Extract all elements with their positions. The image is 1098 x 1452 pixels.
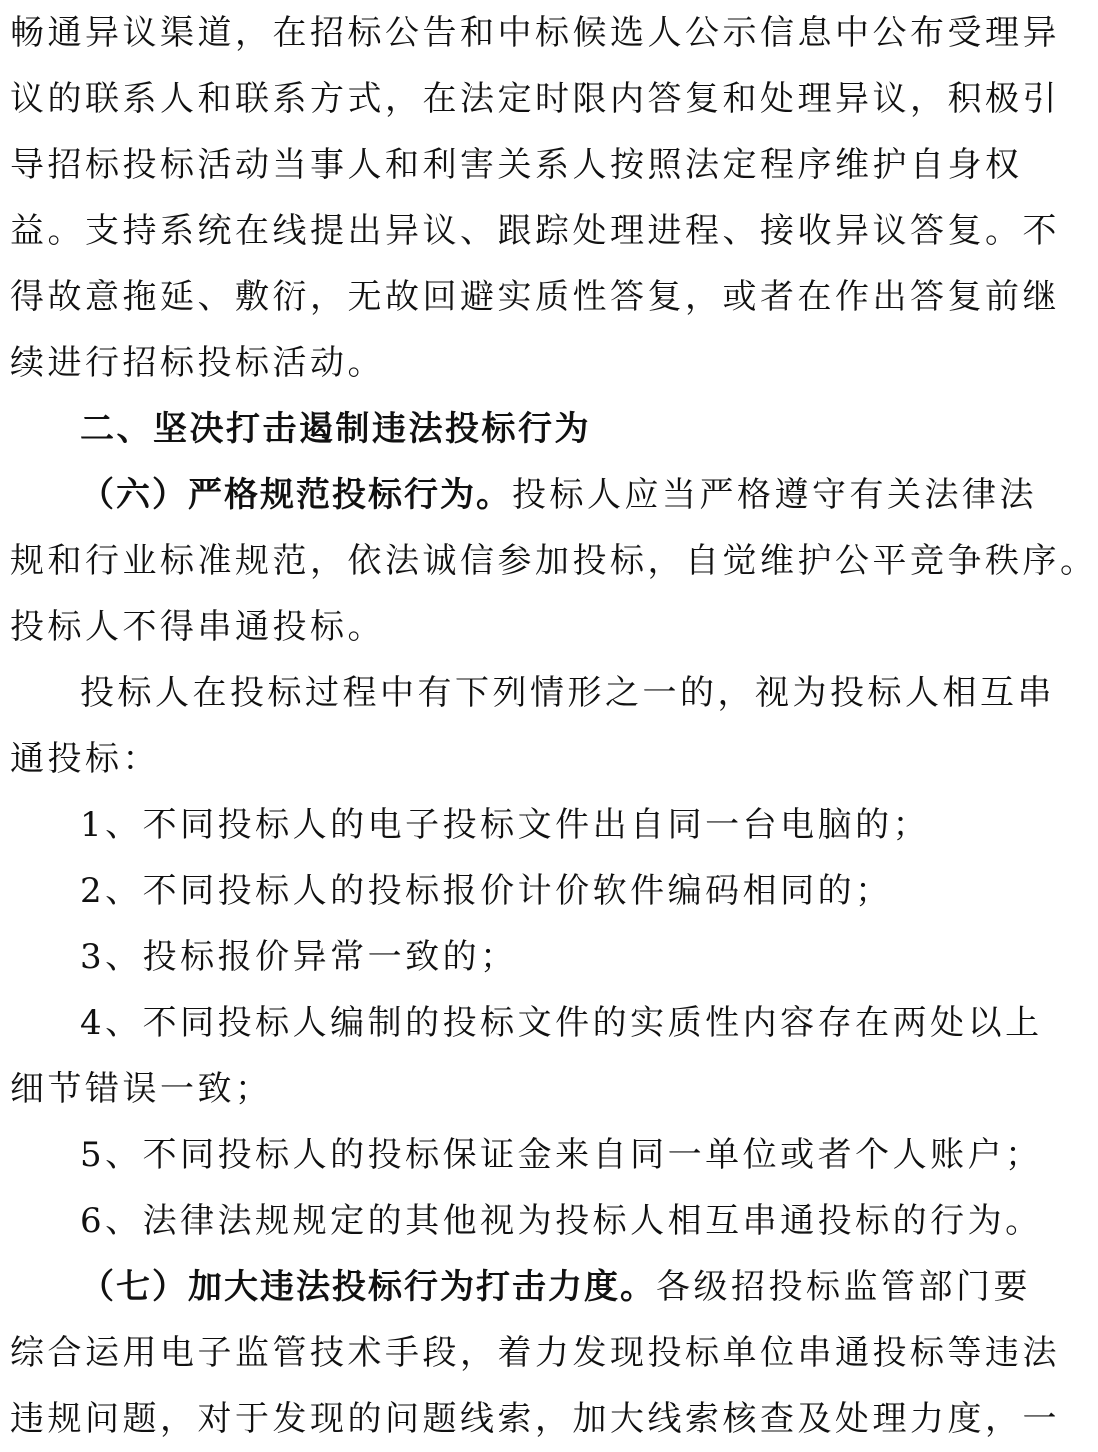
collusion-intro-line-2: 通投标： — [10, 739, 160, 779]
list-item: 3、投标报价异常一致的； — [80, 937, 518, 977]
item-6-line-1 — [10, 462, 1037, 528]
intro-line-5: 得故意拖延、敷衍，无故回避实质性答复，或者在作出答复前继 — [10, 277, 1060, 317]
intro-line-1: 畅通异议渠道，在招标公告和中标候选人公示信息中公布受理异 — [10, 13, 1060, 53]
collusion-intro-line-1: 投标人在投标过程中有下列情形之一的，视为投标人相互串 — [80, 673, 1055, 713]
intro-line-4: 益。支持系统在线提出异议、跟踪处理进程、接收异议答复。不 — [10, 211, 1060, 251]
document-page — [10, 0, 1098, 1439]
list-item: 4、不同投标人编制的投标文件的实质性内容存在两处以上 — [80, 1003, 1043, 1043]
intro-line-2: 议的联系人和联系方式，在法定时限内答复和处理异议，积极引 — [10, 79, 1060, 119]
item-6-line-2: 规和行业标准规范，依法诚信参加投标，自觉维护公平竞争秩序。 — [10, 541, 1098, 581]
section-heading: 二、坚决打击遏制违法投标行为 — [80, 409, 591, 449]
list-item: 2、不同投标人的投标报价计价软件编码相同的； — [80, 871, 893, 911]
item-6-line-3: 投标人不得串通投标。 — [10, 607, 385, 647]
item-6-line-1-text: 投标人应当严格遵守有关法律法 — [512, 475, 1037, 515]
list-item: 1、不同投标人的电子投标文件出自同一台电脑的； — [80, 805, 931, 845]
item-7-lead: （七）加大违法投标行为打击力度。 — [80, 1267, 656, 1307]
item-7-line-3: 违规问题，对于发现的问题线索，加大线索核查及处理力度，一 — [10, 1399, 1060, 1439]
item-7-line-1 — [10, 1254, 1031, 1320]
intro-line-6: 续进行招标投标活动。 — [10, 343, 385, 383]
list-item: 6、法律法规规定的其他视为投标人相互串通投标的行为。 — [80, 1201, 1043, 1241]
intro-line-3: 导招标投标活动当事人和利害关系人按照法定程序维护自身权 — [10, 145, 1023, 185]
list-item: 5、不同投标人的投标保证金来自同一单位或者个人账户； — [80, 1135, 1043, 1175]
list-item-continuation: 细节错误一致； — [10, 1069, 273, 1109]
item-6-lead: （六）严格规范投标行为。 — [80, 475, 512, 515]
item-7-line-2: 综合运用电子监管技术手段，着力发现投标单位串通投标等违法 — [10, 1333, 1060, 1373]
item-7-line-1-text: 各级招投标监管部门要 — [656, 1267, 1031, 1307]
